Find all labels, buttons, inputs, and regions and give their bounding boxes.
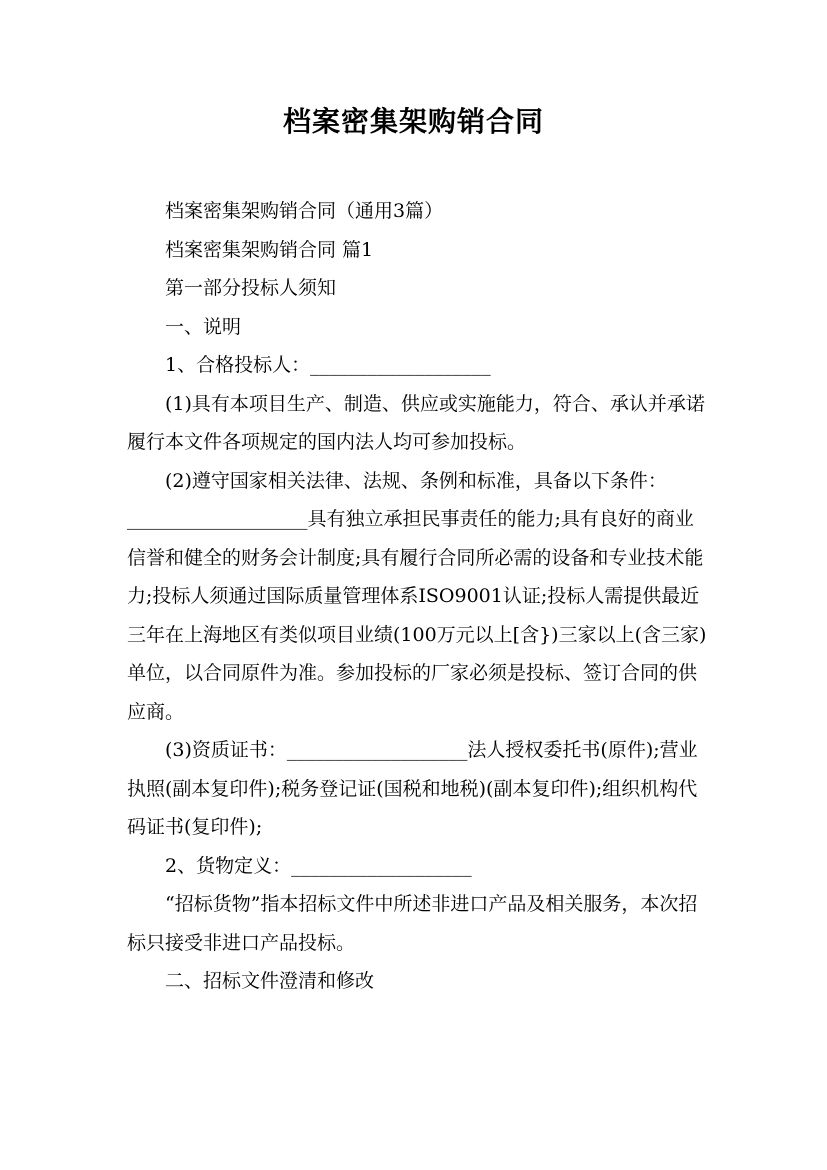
document-title: 档案密集架购销合同: [282, 105, 544, 138]
paragraph-explanation-heading: 一、说明: [165, 315, 242, 338]
document-body: [127, 192, 707, 1001]
paragraph-clause-2: (2)遵守国家相关法律、法规、条例和标准，具备以下条件：___________________具有独立承担民事责任的能力;具有良好的商业信誉和健全的财务会计制度;具有履行合同所必需的设备和专业技术能力;投标人须通过国际质量管理体系ISO9001认证;投标人需提供最近三年在上海地区有类似项目业绩(100万元以上[含})三家以上(含三家)单位，以合同原件为准。参加投标的厂家必须是投标、签订合同的供应商。: [127, 469, 707, 723]
paragraph-goods-definition: 2、货物定义：___________________: [165, 854, 472, 877]
paragraph-section-heading: 第一部分投标人须知: [165, 277, 337, 299]
paragraph-clause-3: (3)资质证书：___________________法人授权委托书(原件);营业执照(副本复印件);税务登记证(国税和地税)(副本复印件);组织机构代码证书(复印件);: [127, 739, 698, 838]
paragraph-qualified-bidder: 1、合格投标人：___________________: [165, 354, 491, 376]
paragraph-goods-description: “招标货物”指本招标文件中所述非进口产品及相关服务，本次招标只接受非进口产品投标。: [127, 893, 698, 954]
paragraph-part-heading: 档案密集架购销合同 篇1: [165, 238, 374, 261]
paragraph-clarification-heading: 二、招标文件澄清和修改: [165, 970, 375, 992]
paragraph-subtitle: 档案密集架购销合同（通用3篇）: [165, 200, 444, 222]
paragraph-clause-1: (1)具有本项目生产、制造、供应或实施能力，符合、承认并承诺履行本文件各项规定的国内法人均可参加投标。: [127, 392, 705, 453]
